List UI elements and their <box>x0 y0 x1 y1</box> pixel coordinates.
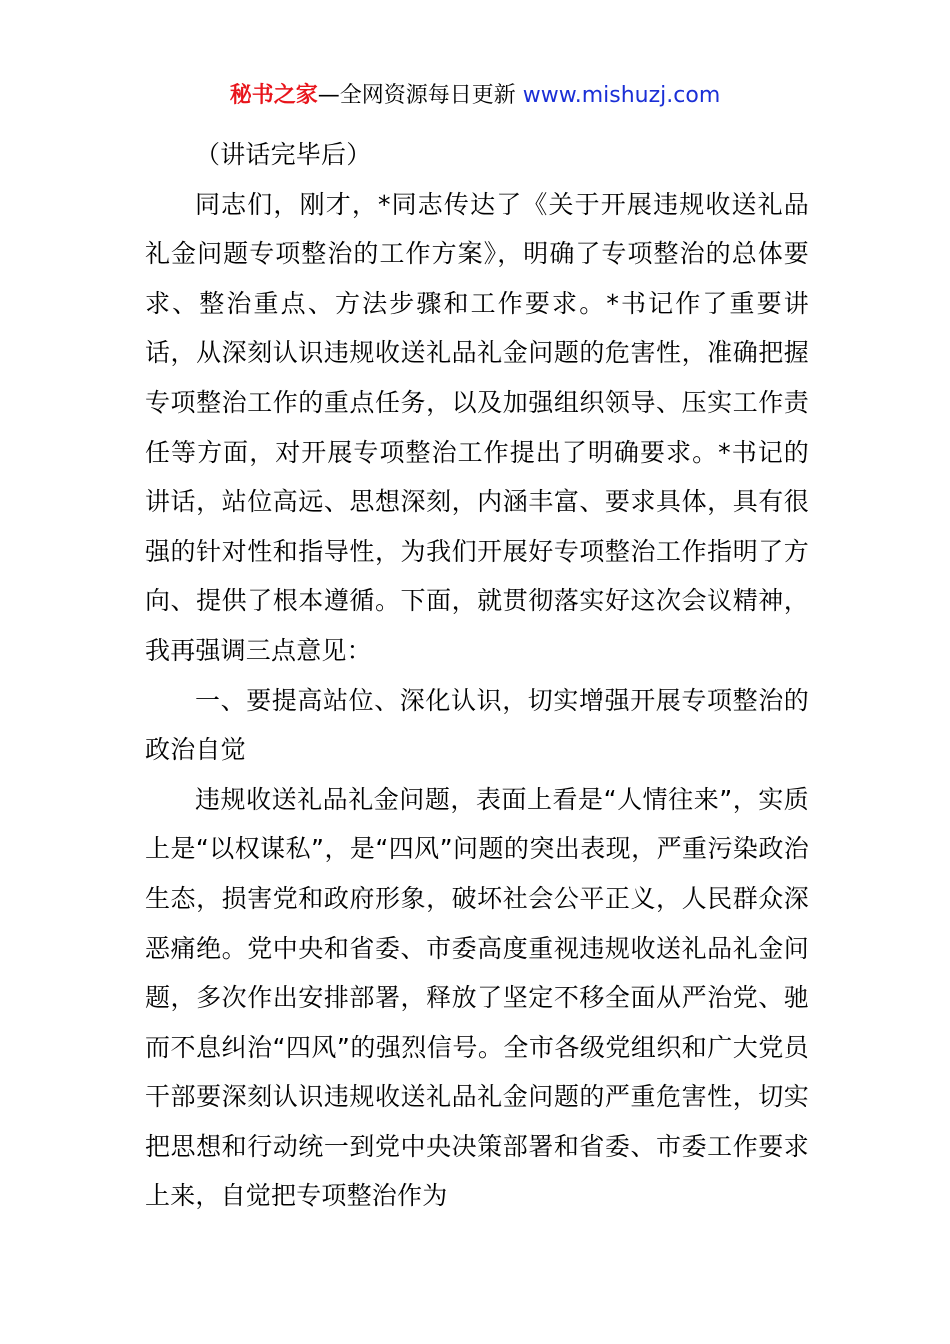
brand-name: 秘书之家 <box>229 83 318 108</box>
banner-slogan: —全网资源每日更新 <box>317 83 523 108</box>
section-heading-1: 一、要提高站位、深化认识，切实增强开展专项整治的政治自觉 <box>145 685 809 765</box>
site-url-link[interactable]: www.mishuzj.com <box>522 83 721 108</box>
site-banner <box>0 80 950 112</box>
body-paragraph-section-1: 违规收送礼品礼金问题，表面上看是“人情往来”，实质上是“以权谋私”，是“四风”问题的突出表现，严重污染政治生态，损害党和政府形象，破坏社会公平正义，人民群众深恶痛绝。党中央和省委、市委高度重视违规收送礼品礼金问题，多次作出安排部署，释放了坚定不移全面从严治党、驰而不息纠治“四风”的强烈信号。全市各级党组织和广大党员干部要深刻认识违规收送礼品礼金问题的严重危害性，切实把思想和行动统一到党中央决策部署和省委、市委工作要求上来，自觉把专项整治作为 <box>145 784 809 1211</box>
body-paragraph-intro: 同志们，刚才，*同志传达了《关于开展违规收送礼品礼金问题专项整治的工作方案》，明确了专项整治的总体要求、整治重点、方法步骤和工作要求。*书记作了重要讲话，从深刻认识违规收送礼品礼金问题的危害性，准确把握专项整治工作的重点任务，以及加强组织领导、压实工作责任等方面，对开展专项整治工作提出了明确要求。*书记的讲话，站位高远、思想深刻，内涵丰富、要求具体，具有很强的针对性和指导性，为我们开展好专项整治工作指明了方向、提供了根本遵循。下面，就贯彻落实好这次会议精神，我再强调三点意见： <box>145 189 809 665</box>
speech-note: （讲话完毕后） <box>195 140 372 169</box>
document-body <box>145 130 809 1221</box>
